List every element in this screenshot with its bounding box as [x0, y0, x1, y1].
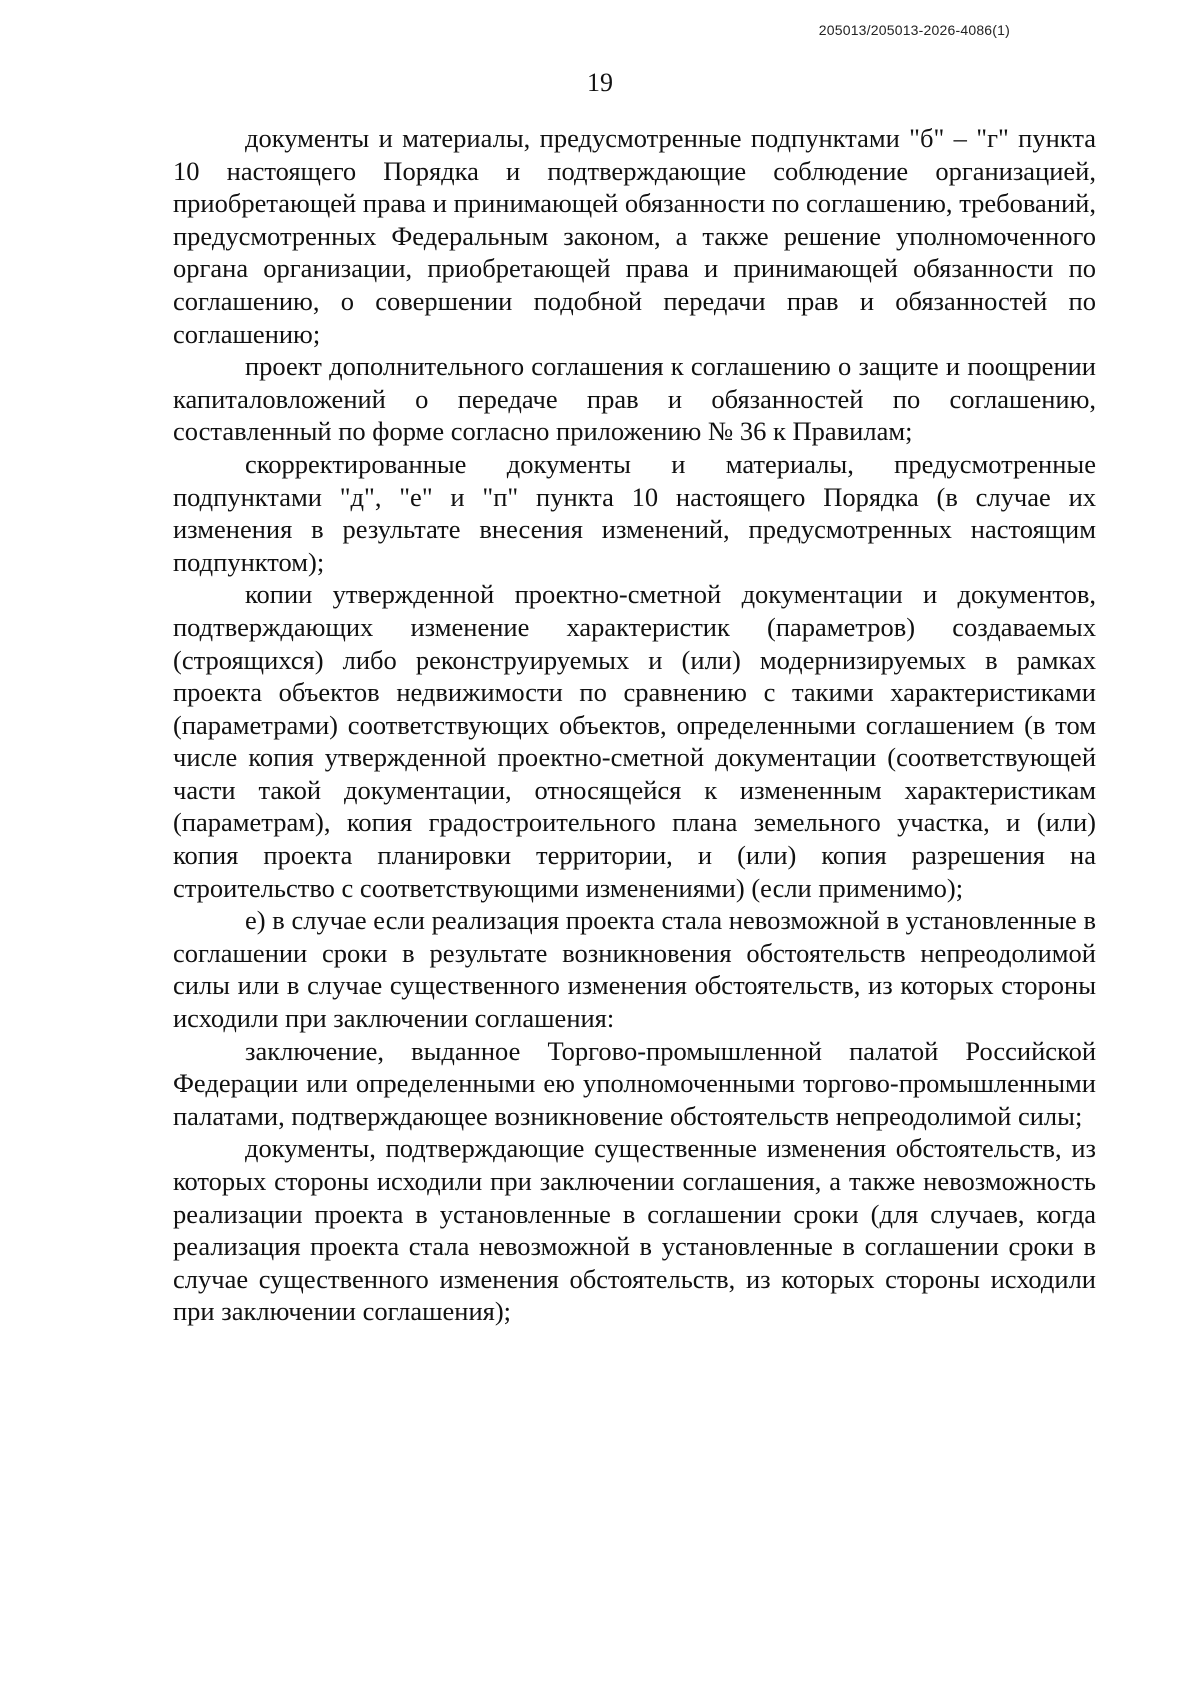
document-id: 205013/205013-2026-4086(1)	[818, 22, 1010, 38]
paragraph: документы, подтверждающие существенные изменения обстоятельств, из которых стороны исходили при заключении соглашения, а также невозможность реализации проекта в установленные в соглашении сроки (для случаев, когда реализация проекта стала невозможной в установленные в соглашении сроки в случае существенного изменения обстоятельств, из которых стороны исходили при заключении соглашения);	[173, 1133, 1096, 1327]
paragraph: скорректированные документы и материалы, предусмотренные подпунктами "д", "е" и "п" пункта 10 настоящего Порядка (в случае их изменения в результате внесения изменений, предусмотренных настоящим подпунктом);	[173, 448, 1096, 577]
document-body	[173, 122, 1096, 1328]
paragraph: е) в случае если реализация проекта стала невозможной в установленные в соглашении сроки в результате возникновения обстоятельств непреодолимой силы или в случае существенного изменения обстоятельств, из которых стороны исходили при заключении соглашения:	[173, 905, 1096, 1034]
paragraph: документы и материалы, предусмотренные подпунктами "б" – "г" пункта 10 настоящего Порядка и подтверждающие соблюдение организацией, приобретающей права и принимающей обязанности по соглашению, требований, предусмотренных Федеральным законом, а также решение уполномоченного органа организации, приобретающей права и принимающей обязанности по соглашению, о совершении подобной передачи прав и обязанностей по соглашению;	[173, 123, 1096, 349]
paragraph: копии утвержденной проектно-сметной документации и документов, подтверждающих изменение характеристик (параметров) создаваемых (строящихся) либо реконструируемых и (или) модернизируемых в рамках проекта объектов недвижимости по сравнению с такими характеристиками (параметрами) соответствующих объектов, определенными соглашением (в том числе копия утвержденной проектно-сметной документации (соответствующей части такой документации, относящейся к измененным характеристикам (параметрам), копия градостроительного плана земельного участка, и (или) копия проекта планировки территории, и (или) копия разрешения на строительство с соответствующими изменениями) (если применимо);	[173, 579, 1096, 903]
paragraph: заключение, выданное Торгово-промышленной палатой Российской Федерации или определенными ею уполномоченными торгово-промышленными палатами, подтверждающее возникновение обстоятельств непреодолимой силы;	[173, 1035, 1096, 1131]
paragraph: проект дополнительного соглашения к соглашению о защите и поощрении капиталовложений о передаче прав и обязанностей по соглашению, составленный по форме согласно приложению № 36 к Правилам;	[173, 351, 1096, 447]
page-number: 19	[587, 68, 613, 97]
